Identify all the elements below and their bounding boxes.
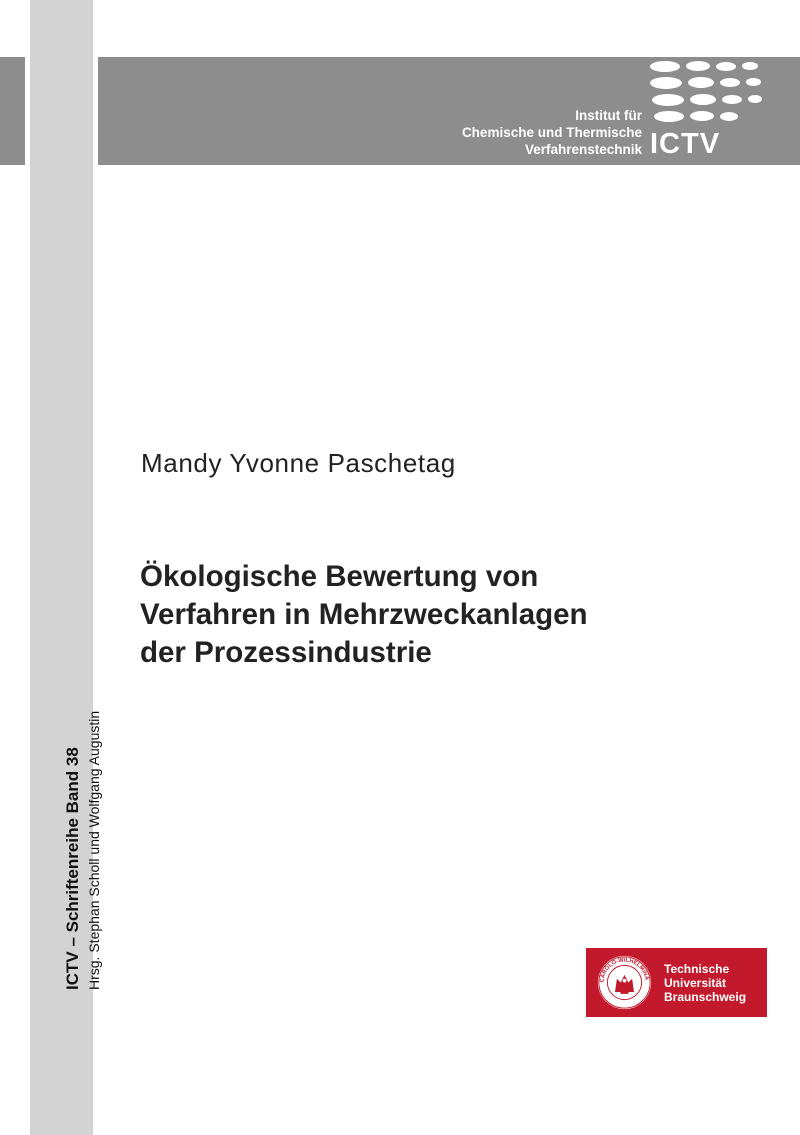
author-name: Mandy Yvonne Paschetag <box>141 448 456 478</box>
series-label: ICTV – Schriftenreihe Band 38 <box>63 747 82 990</box>
institute-line-3: Verfahrenstechnik <box>524 142 642 157</box>
title-line-1: Ökologische Bewertung von <box>140 560 539 593</box>
university-name <box>664 962 746 1004</box>
title-line-3: der Prozessindustrie <box>140 636 432 669</box>
university-line-3: Braunschweig <box>664 990 747 1004</box>
book-title <box>140 558 760 672</box>
spine-text <box>61 711 103 990</box>
tu-braunschweig-seal-icon <box>596 954 653 1011</box>
left-gray-block <box>0 57 25 165</box>
institute-name <box>342 107 642 158</box>
seal-text: CAROLO-WILHELMINA <box>599 957 650 983</box>
header-band <box>98 57 800 165</box>
university-line-1: Technische <box>664 962 730 976</box>
institute-line-1: Institut für <box>575 108 642 123</box>
editors-label: Hrsg. Stephan Scholl und Wolfgang Augustin <box>86 710 102 990</box>
tu-braunschweig-logo <box>586 948 767 1017</box>
university-line-2: Universität <box>664 976 727 990</box>
institute-line-2: Chemische und Thermische <box>461 125 642 140</box>
ictv-logo-icon <box>650 59 770 129</box>
ictv-logo-text: ICTV <box>650 128 721 160</box>
title-line-2: Verfahren in Mehrzweckanlagen <box>140 598 588 631</box>
